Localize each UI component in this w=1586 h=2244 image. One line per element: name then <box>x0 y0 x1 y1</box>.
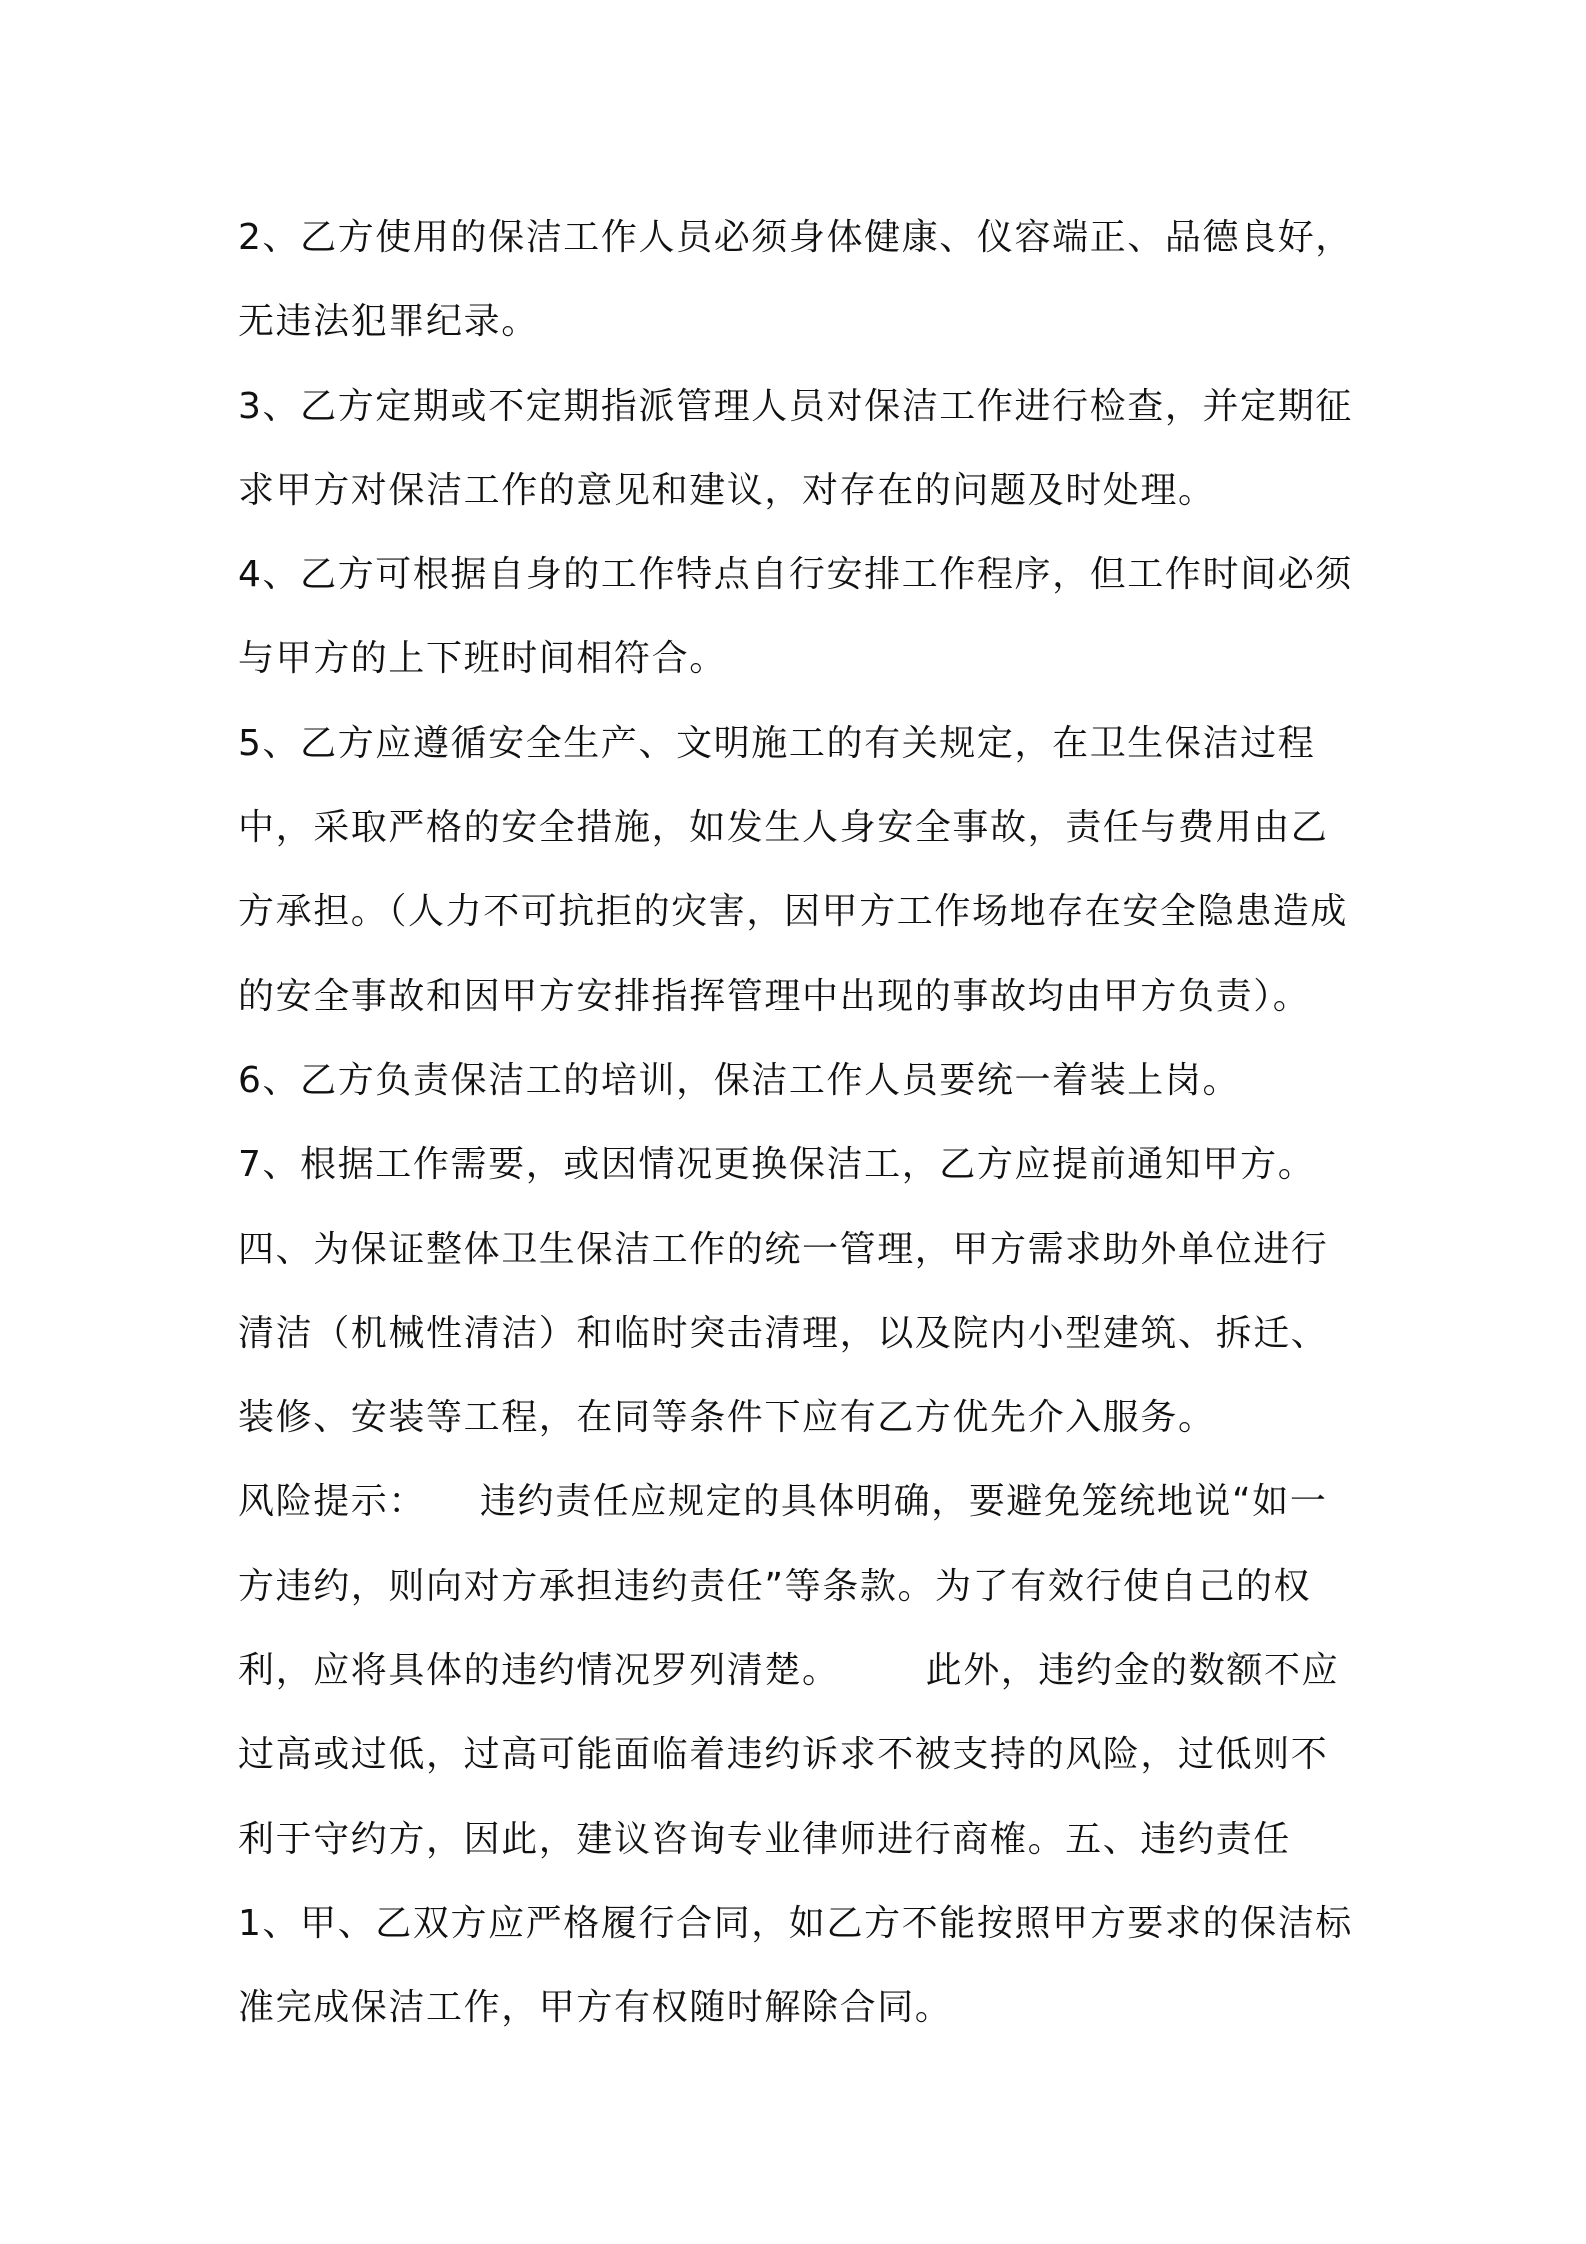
section-four: 四、为保证整体卫生保洁工作的统一管理，甲方需求助外单位进行清洁（机械性清洁）和临时突击清理，以及院内小型建筑、拆迁、装修、安装等工程，在同等条件下应有乙方优先介入服务。 <box>238 1228 1329 1439</box>
clause-7: 7、根据工作需要，或因情况更换保洁工，乙方应提前通知甲方。 <box>238 1144 1316 1186</box>
risk-text-part2: 此外，违约金的数额不应过高或过低，过高可能面临着违约诉求不被支持的风险，过低则不利于守约方，因此，建议咨询专业律师进行商榷。五、违约责任 <box>238 1650 1340 1860</box>
risk-note <box>238 1460 1364 1881</box>
risk-label: 风险提示： <box>238 1481 427 1523</box>
risk-text-part1: 违约责任应规定的具体明确，要避免笼统地说“如一方违约，则向对方承担违约责任”等条款。为了有效行使自己的权利，应将具体的违约情况罗列清楚。 <box>238 1481 1328 1692</box>
clause-2: 2、乙方使用的保洁工作人员必须身体健康、仪容端正、品德良好，无违法犯罪纪录。 <box>238 217 1353 343</box>
document-body <box>238 196 1364 2051</box>
clause-6: 6、乙方负责保洁工的培训，保洁工作人员要统一着装上岗。 <box>238 1059 1241 1101</box>
section-five-clause-1: 1、甲、乙双方应严格履行合同，如乙方不能按照甲方要求的保洁标准完成保洁工作，甲方有权随时解除合同。 <box>238 1902 1353 2029</box>
clause-4: 4、乙方可根据自身的工作特点自行安排工作程序，但工作时间必须与甲方的上下班时间相符合。 <box>238 554 1353 680</box>
clause-5: 5、乙方应遵循安全生产、文明施工的有关规定，在卫生保洁过程中，采取严格的安全措施，如发生人身安全事故，责任与费用由乙方承担。（人力不可抗拒的灾害，因甲方工作场地存在安全隐患造成的安全事故和因甲方安排指挥管理中出现的事故均由甲方负责）。 <box>238 722 1349 1017</box>
clause-3: 3、乙方定期或不定期指派管理人员对保洁工作进行检查，并定期征求甲方对保洁工作的意见和建议，对存在的问题及时处理。 <box>238 385 1353 511</box>
